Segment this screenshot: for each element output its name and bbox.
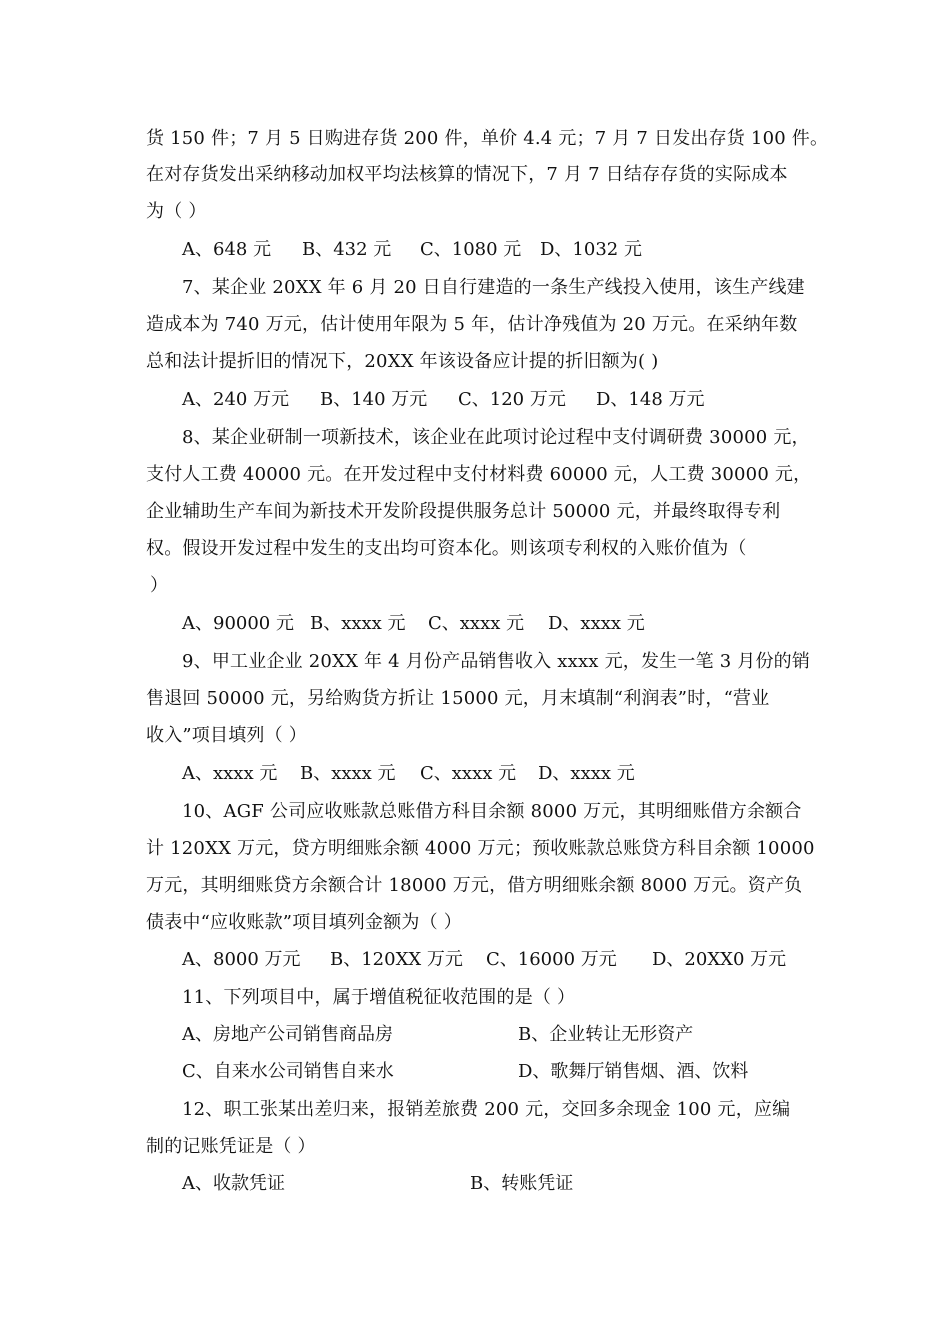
q8-line-2: 支付人工费 40000 元。在开发过程中支付材料费 60000 元，人工费 30000 元， <box>146 464 812 485</box>
q10-option-d: D、20XX0 万元 <box>652 949 787 970</box>
q10-option-c: C、16000 万元 <box>486 949 617 970</box>
q9-option-a: A、xxxx 元 <box>182 763 278 784</box>
q10-line-4: 债表中“应收账款”项目填列金额为（ ） <box>146 912 462 933</box>
q6-line-3: 为（ ） <box>146 201 207 222</box>
q7-line-1: 7、某企业 20XX 年 6 月 20 日自行建造的一条生产线投入使用，该生产线建 <box>182 277 805 298</box>
q6-option-c: C、1080 元 <box>420 239 522 260</box>
q8-option-b: B、xxxx 元 <box>310 613 406 634</box>
q10-option-a: A、8000 万元 <box>182 949 301 970</box>
q11-option-d: D、歌舞厅销售烟、酒、饮料 <box>518 1061 749 1082</box>
q6-option-d: D、1032 元 <box>540 239 642 260</box>
q10-option-b: B、120XX 万元 <box>330 949 463 970</box>
q9-option-d: D、xxxx 元 <box>538 763 635 784</box>
q11-line-1: 11、下列项目中，属于增值税征收范围的是（ ） <box>182 987 576 1008</box>
q9-line-2: 售退回 50000 元，另给购货方折让 15000 元，月末填制“利润表”时，“营业 <box>146 688 770 709</box>
q7-option-a: A、240 万元 <box>182 389 290 410</box>
q11-option-a: A、房地产公司销售商品房 <box>182 1024 393 1045</box>
q7-option-d: D、148 万元 <box>596 389 705 410</box>
q6-line-1: 货 150 件；7 月 5 日购进存货 200 件，单价 4.4 元；7 月 7 日发出存货 100 件。 <box>146 128 829 149</box>
q12-line-2: 制的记账凭证是（ ） <box>146 1136 316 1157</box>
q7-line-2: 造成本为 740 万元，估计使用年限为 5 年，估计净残值为 20 万元。在采纳年数 <box>146 314 798 335</box>
q12-option-b: B、转账凭证 <box>470 1173 574 1194</box>
q9-option-b: B、xxxx 元 <box>300 763 396 784</box>
q10-line-3: 万元，其明细账贷方余额合计 18000 万元，借方明细账余额 8000 万元。资产负 <box>146 875 803 896</box>
q7-option-c: C、120 万元 <box>458 389 566 410</box>
q8-option-d: D、xxxx 元 <box>548 613 645 634</box>
q6-option-b: B、432 元 <box>302 239 392 260</box>
q7-line-3: 总和法计提折旧的情况下，20XX 年该设备应计提的折旧额为( ) <box>146 351 659 372</box>
q10-line-1: 10、AGF 公司应收账款总账借方科目余额 8000 万元，其明细账借方余额合 <box>182 801 802 822</box>
q8-option-a: A、90000 元 <box>182 613 294 634</box>
q8-line-3: 企业辅助生产车间为新技术开发阶段提供服务总计 50000 元，并最终取得专利 <box>146 501 781 522</box>
q10-line-2: 计 120XX 万元，贷方明细账余额 4000 万元；预收账款总账贷方科目余额 10000 <box>146 838 815 859</box>
q9-line-1: 9、甲工业企业 20XX 年 4 月份产品销售收入 xxxx 元，发生一笔 3 月份的销 <box>182 651 811 672</box>
q8-line-1: 8、某企业研制一项新技术，该企业在此项讨论过程中支付调研费 30000 元， <box>182 427 810 448</box>
q12-line-1: 12、职工张某出差归来，报销差旅费 200 元，交回多余现金 100 元，应编 <box>182 1099 791 1120</box>
q11-option-c: C、自来水公司销售自来水 <box>182 1061 394 1082</box>
q6-line-2: 在对存货发出采纳移动加权平均法核算的情况下，7 月 7 日结存存货的实际成本 <box>146 164 788 185</box>
q8-line-4: 权。假设开发过程中发生的支出均可资本化。则该项专利权的入账价值为（ <box>146 538 747 559</box>
q8-option-c: C、xxxx 元 <box>428 613 525 634</box>
q8-line-5: ） <box>150 575 169 596</box>
q12-option-a: A、收款凭证 <box>182 1173 285 1194</box>
q9-option-c: C、xxxx 元 <box>420 763 517 784</box>
q7-option-b: B、140 万元 <box>320 389 428 410</box>
q6-option-a: A、648 元 <box>182 239 272 260</box>
q11-option-b: B、企业转让无形资产 <box>518 1024 694 1045</box>
q9-line-3: 收入”项目填列（ ） <box>146 725 307 746</box>
